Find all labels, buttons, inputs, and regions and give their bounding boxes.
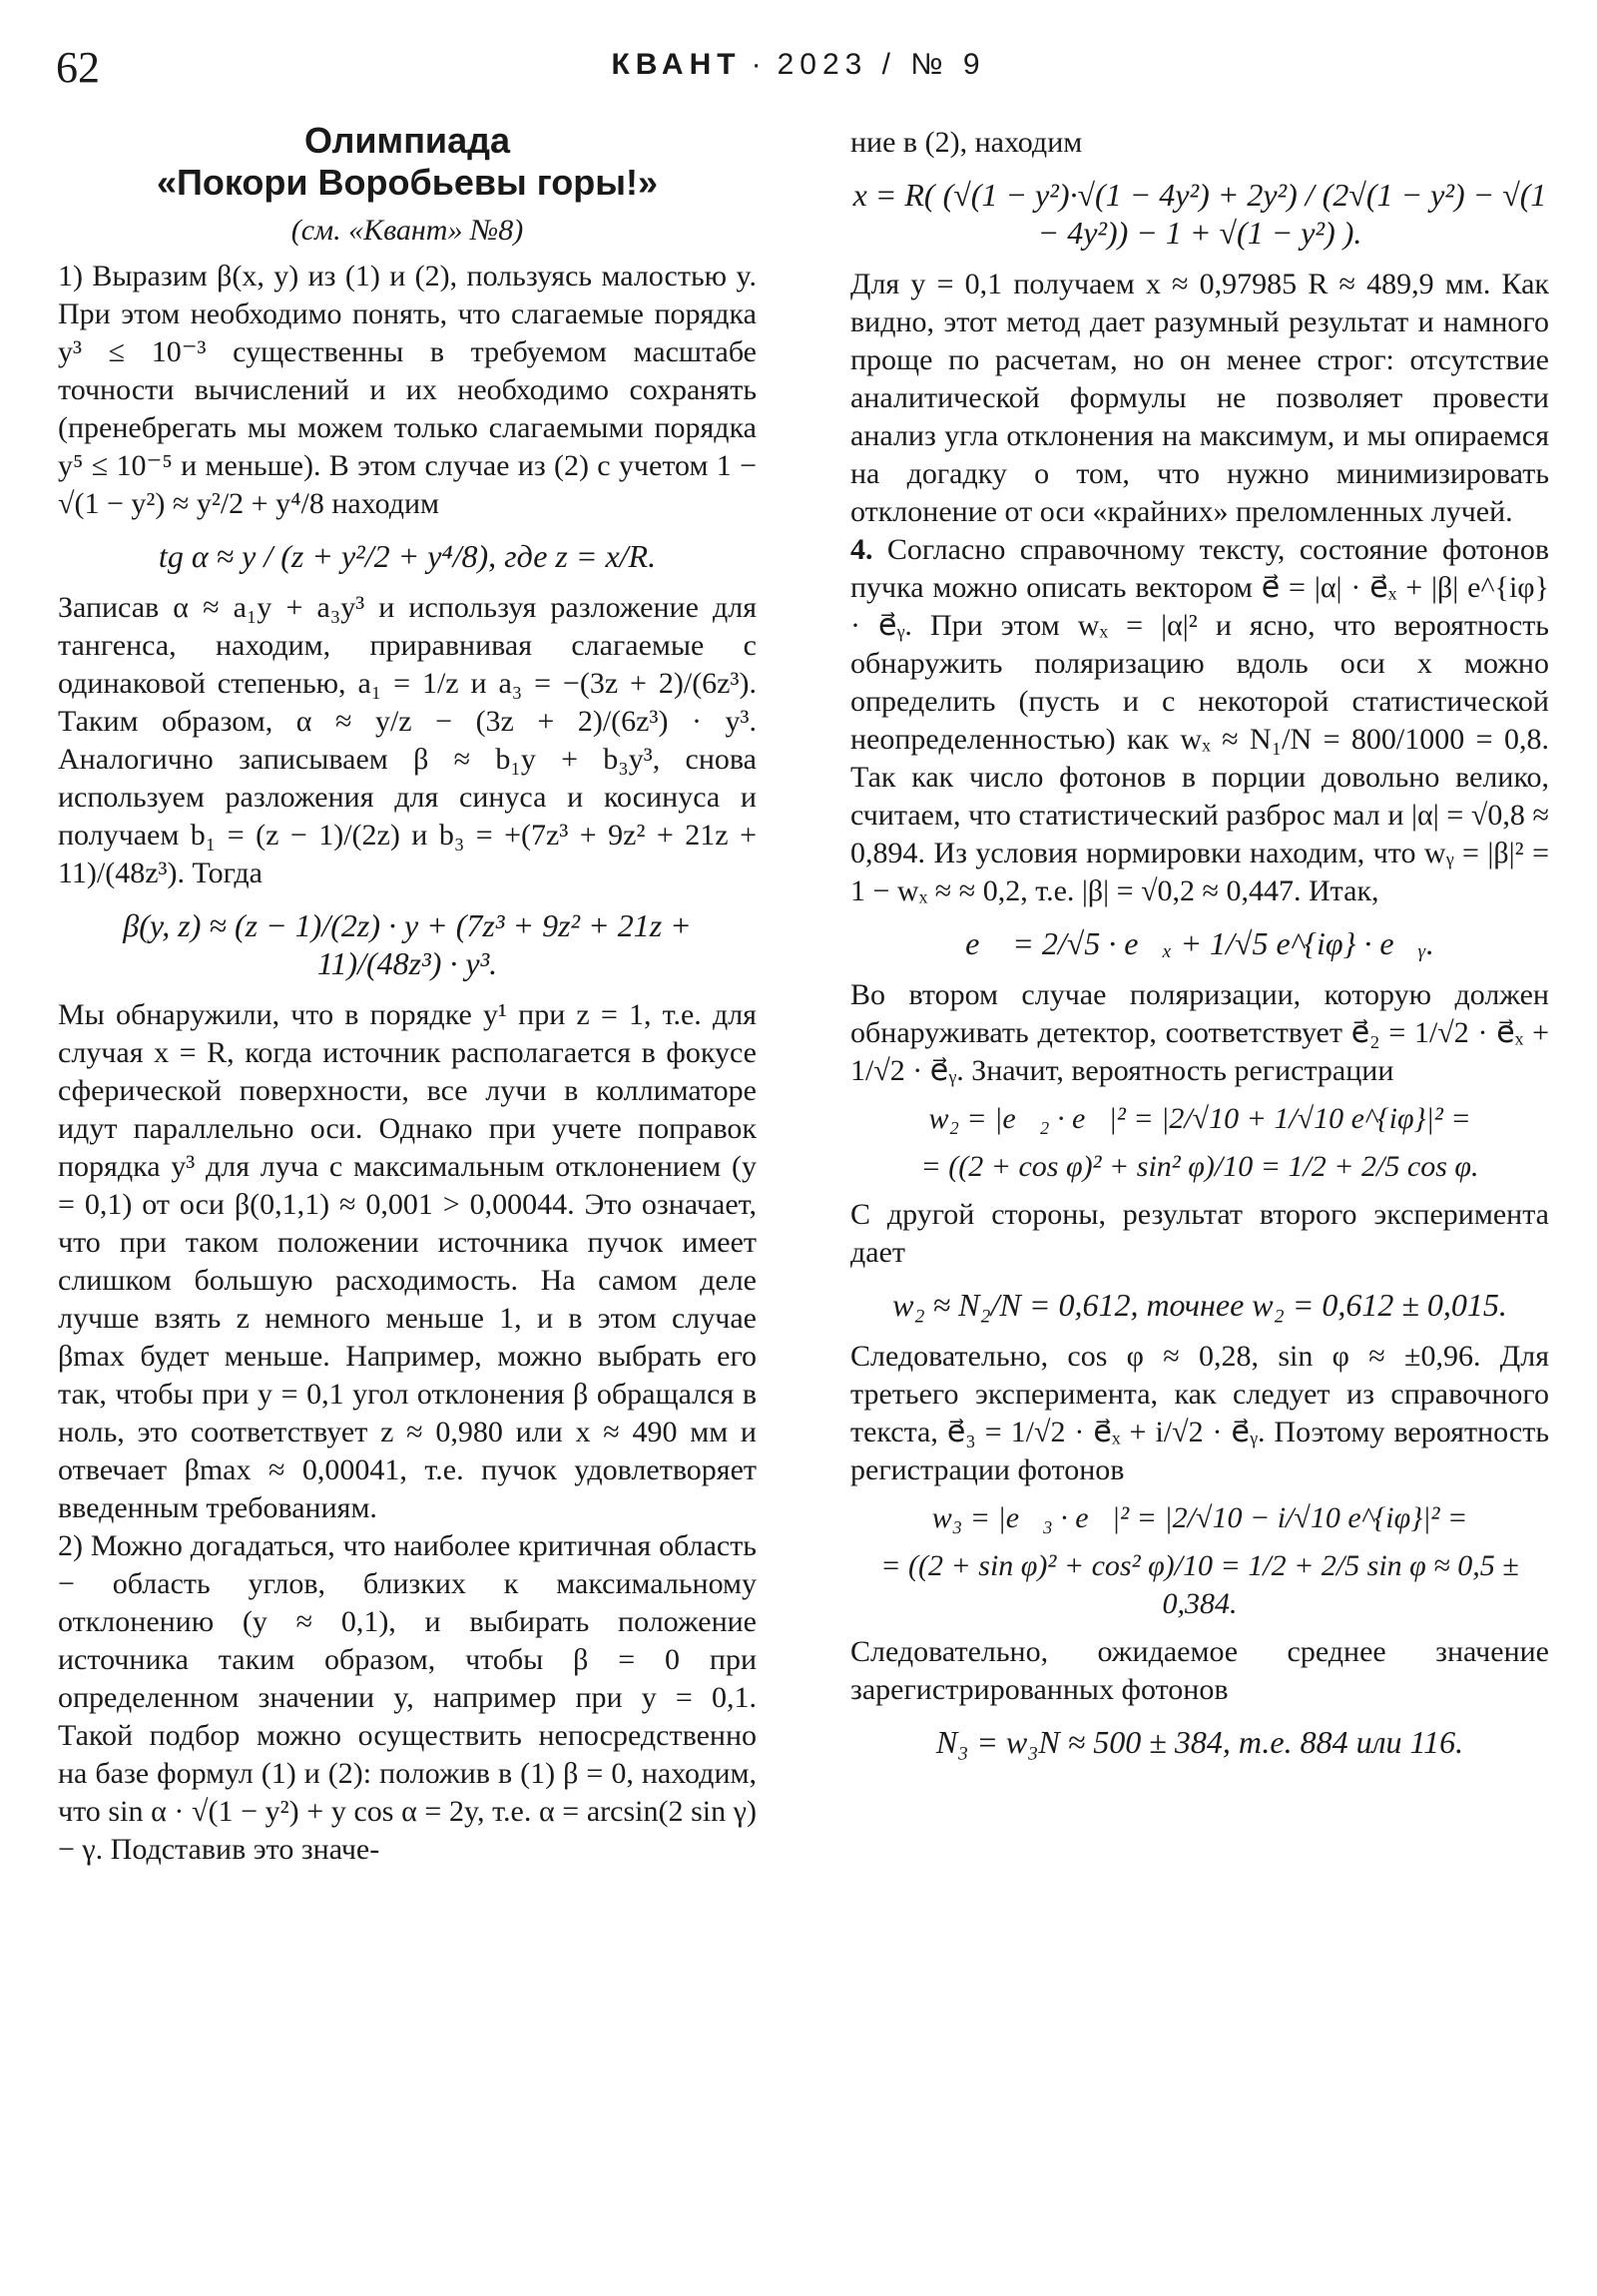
paragraph-left-3: Мы обнаружили, что в порядке y¹ при z = 1, т.е. для случая x = R, когда источник располагается в фокусе сферической поверхности, все лучи в коллиматоре идут параллельно оси. Однако при учете поправок порядка y³ для луча с максимальным отклонением (y = 0,1) от оси β(0,1,1) ≈ 0,001 > 0,00044. Это означает, что при таком положении источника пучок имеет слишком большую расходимость. На самом деле лучше взять z немного меньше 1, и в этом случае βmax будет меньше. Например, можно выбрать его так, чтобы при y = 0,1 угол отклонения β обращался в ноль, это соответствует z ≈ 0,980 или x ≈ 490 мм и отвечает βmax ≈ 0,00041, т.е. пучок удовлетворяет введенным требованиям. — [58, 998, 757, 1524]
article-title — [58, 120, 757, 204]
paragraph-right-5: С другой стороны, результат второго эксперимента дает — [850, 1198, 1549, 1269]
title-line-2: «Покори Воробьевы горы!» — [156, 162, 659, 203]
paragraph-left-4: 2) Можно догадаться, что наиболее критичная область − область углов, близких к максимальному отклонению (y ≈ 0,1), и выбирать положение источника таким образом, чтобы β = 0 при определенном значении y, например при y = 0,1. Такой подбор можно осуществить непосредственно на базе формул (1) и (2): положив в (1) β = 0, находим, что sin α · √(1 − y²) + y cos α = 2y, т.е. α = arcsin(2 sin γ) − γ. Подставив это значе- — [58, 1529, 757, 1866]
header-separator: · — [751, 48, 768, 81]
paragraph-right-2: Для y = 0,1 получаем x ≈ 0,97985 R ≈ 489,9 мм. Как видно, этот метод дает разумный результат и намного проще по расчетам, но он менее строг: отсутствие аналитической формулы не позволяет провести анализ угла отклонения на максимум, и мы опираемся на догадку о том, что нужно минимизировать отклонение от оси «крайних» преломленных лучей. — [850, 268, 1549, 528]
equation-e-vector: e⃗ = 2/√5 · e⃗ₓ + 1/√5 e^{iφ} · e⃗ᵧ. — [965, 925, 1434, 961]
equation-tg-alpha: tg α ≈ y / (z + y²/2 + y⁴/8), где z = x/R. — [158, 538, 657, 574]
equation-w2: w₂ = |e⃗₂ · e⃗|² = |2/√10 + 1/√10 e^{iφ}|² = — [928, 1102, 1471, 1135]
right-column — [850, 124, 1549, 1775]
issue-number: 2023 / № 9 — [777, 48, 986, 81]
equation-w3: w₃ = |e⃗₃ · e⃗|² = |2/√10 − i/√10 e^{iφ}|² = — [931, 1501, 1468, 1534]
left-column — [58, 120, 757, 1869]
page-number: 62 — [56, 43, 100, 92]
paragraph-right-3 — [850, 531, 1549, 910]
paragraph-right-1: ние в (2), находим — [850, 126, 1083, 159]
paragraph-right-7: Следовательно, ожидаемое среднее значение зарегистрированных фотонов — [850, 1635, 1549, 1706]
article-subtitle: (см. «Квант» №8) — [290, 214, 524, 247]
equation-w3-result: = ((2 + sin φ)² + cos² φ)/10 = 1/2 + 2/5 sin φ ≈ 0,5 ± 0,384. — [880, 1549, 1519, 1620]
paragraph-left-2: Записав α ≈ a₁y + a₃y³ и используя разложение для тангенса, находим, приравнивая слагаемые с одинаковой степенью, a₁ = 1/z и a₃ = −(3z + 2)/(6z³). Таким образом, α ≈ y/z − (3z + 2)/(6z³) · y³. Аналогично записываем β ≈ b₁y + b₃y³, снова используем разложения для синуса и косинуса и получаем b₁ = (z − 1)/(2z) и b₃ = +(7z³ + 9z² + 21z + 11)/(48z³). Тогда — [58, 591, 757, 889]
title-line-1: Олимпиада — [304, 120, 510, 161]
equation-w2-result: = ((2 + cos φ)² + sin² φ)/10 = 1/2 + 2/5 cos φ. — [920, 1150, 1479, 1183]
magazine-name: КВАНТ — [611, 48, 742, 81]
equation-beta: β(y, z) ≈ (z − 1)/(2z) · y + (7z³ + 9z² + 21z + 11)/(48z³) · y³. — [123, 907, 692, 981]
running-head — [0, 48, 1597, 82]
paragraph-right-6: Следовательно, cos φ ≈ 0,28, sin φ ≈ ±0,96. Для третьего эксперимента, как следует из справочного текста, e⃗₃ = 1/√2 · e⃗ₓ + i/√2 · e⃗ᵧ. Поэтому вероятность регистрации фотонов — [850, 1340, 1549, 1486]
paragraph-right-3-text: Согласно справочному тексту, состояние фотонов пучка можно описать вектором e⃗ = |α| · e⃗ₓ + |β| e^{iφ} · e⃗ᵧ. При этом wₓ = |α|² и ясно, что вероятность обнаружить поляризацию вдоль оси x можно определить (пусть и с некоторой статистической неопределенностью) как wₓ ≈ N₁/N = 800/1000 = 0,8. Так как число фотонов в порции довольно велико, считаем, что статистический разброс мал и |α| = √0,8 ≈ 0,894. Из условия нормировки находим, что wᵧ = |β|² = 1 − wₓ ≈ ≈ 0,2, т.е. |β| = √0,2 ≈ 0,447. Итак, — [850, 533, 1549, 907]
equation-x: x = R( (√(1 − y²)·√(1 − 4y²) + 2y²) / (2√(1 − y²) − √(1 − 4y²)) − 1 + √(1 − y²) ). — [852, 177, 1547, 251]
paragraph-left-1: 1) Выразим β(x, y) из (1) и (2), пользуясь малостью y. При этом необходимо понять, что слагаемые порядка y³ ≤ 10⁻³ существенны в требуемом масштабе точности вычислений и их необходимо сохранять (пренебрегать мы можем только слагаемыми порядка y⁵ ≤ 10⁻⁵ и меньше). В этом случае из (2) с учетом 1 − √(1 − y²) ≈ y²/2 + y⁴/8 находим — [58, 260, 757, 520]
equation-n3: N₃ = w₃N ≈ 500 ± 384, т.е. 884 или 116. — [935, 1724, 1464, 1760]
section-number-4: 4. — [850, 533, 873, 566]
equation-w2-measured: w₂ ≈ N₂/N = 0,612, точнее w₂ = 0,612 ± 0,015. — [892, 1287, 1507, 1323]
paragraph-right-4: Во втором случае поляризации, которую должен обнаруживать детектор, соответствует e⃗₂ = 1/√2 · e⃗ₓ + 1/√2 · e⃗ᵧ. Значит, вероятность регистрации — [850, 978, 1549, 1087]
